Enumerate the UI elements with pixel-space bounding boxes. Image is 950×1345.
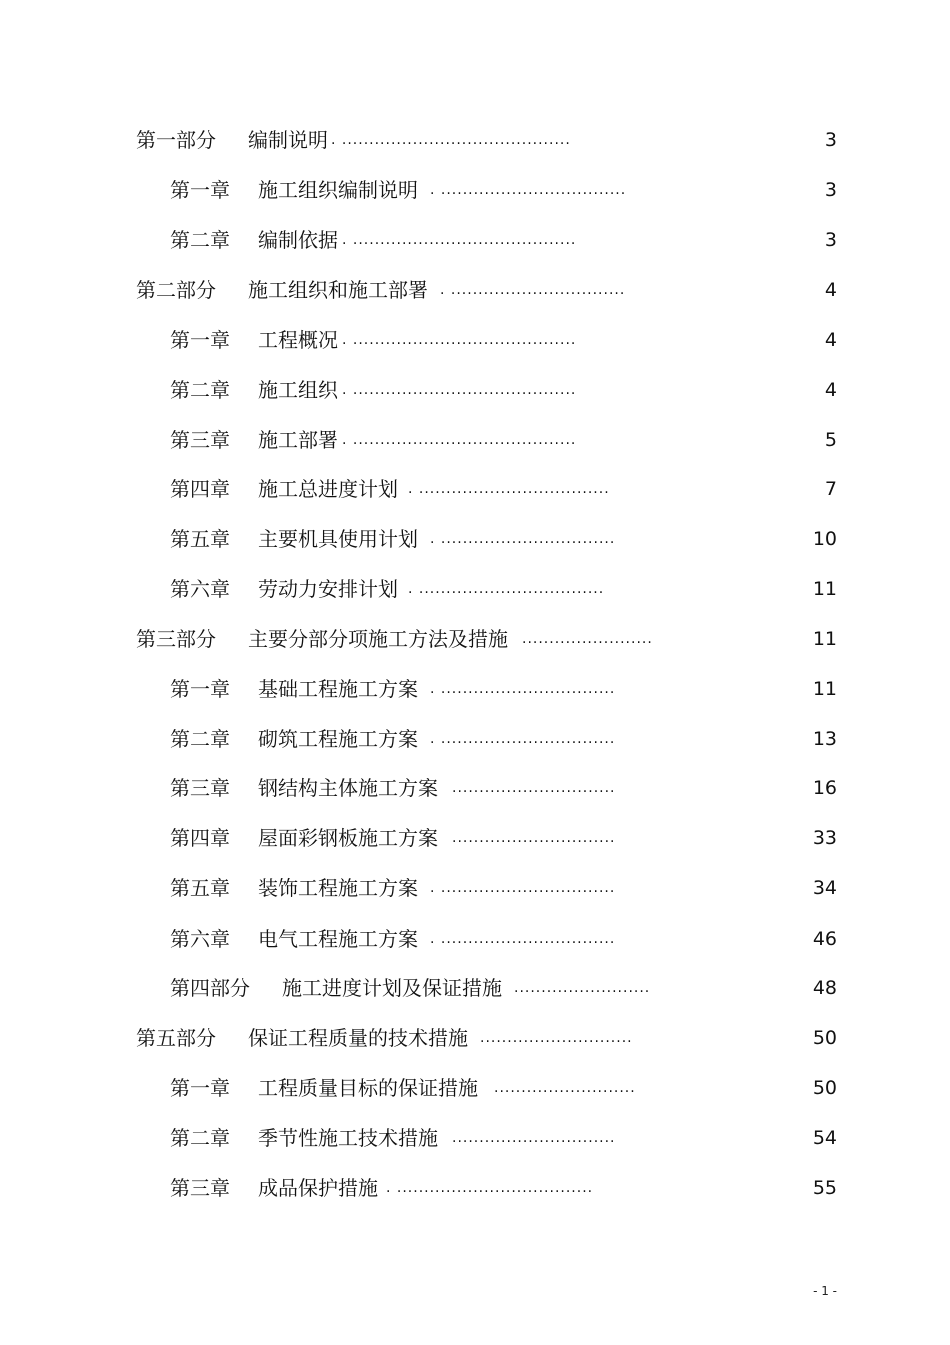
toc-entry-chapter — [0, 224, 950, 256]
toc-entry-page: 10 — [812, 528, 837, 550]
toc-entry-chapter — [0, 374, 950, 406]
toc-dot-leader: ......................... — [514, 980, 651, 996]
toc-entry-page: 50 — [812, 1077, 837, 1099]
toc-dot-leader: . ................................ — [430, 681, 616, 697]
toc-dot-leader: .............................. — [452, 780, 616, 796]
toc-entry-title: 保证工程质量的技术措施 — [248, 1026, 468, 1050]
toc-entry-label: 第三章 — [170, 776, 230, 800]
toc-entry-page: 50 — [812, 1027, 837, 1049]
toc-entry-label: 第三章 — [170, 1176, 230, 1200]
toc-entry-title: 工程概况 — [258, 328, 338, 352]
toc-entry-label: 第一章 — [170, 328, 230, 352]
toc-entry-title: 屋面彩钢板施工方案 — [258, 826, 438, 850]
toc-entry-page: 54 — [812, 1127, 837, 1149]
toc-entry-part — [0, 124, 950, 156]
toc-dot-leader: . ......................................... — [342, 232, 577, 248]
toc-entry-title: 基础工程施工方案 — [258, 677, 418, 701]
toc-entry-label: 第四章 — [170, 826, 230, 850]
toc-dot-leader: . ................................ — [430, 531, 616, 547]
toc-entry-title: 电气工程施工方案 — [258, 927, 418, 951]
toc-entry-page: 3 — [824, 229, 837, 251]
toc-entry-page: 34 — [812, 877, 837, 899]
toc-entry-part — [0, 274, 950, 306]
toc-entry-page: 11 — [812, 628, 837, 650]
toc-entry-label: 第六章 — [170, 927, 230, 951]
toc-entry-title: 施工组织 — [258, 378, 338, 402]
toc-entry-page: 11 — [812, 578, 837, 600]
toc-dot-leader: .......................... — [494, 1080, 636, 1096]
toc-entry-label: 第二章 — [170, 727, 230, 751]
toc-entry-page: 33 — [812, 827, 837, 849]
toc-dot-leader: ........................ — [522, 631, 653, 647]
toc-entry-title: 施工部署 — [258, 428, 338, 452]
toc-entry-part — [0, 972, 950, 1004]
toc-entry-page: 46 — [812, 928, 837, 950]
toc-dot-leader: . ................................ — [430, 931, 616, 947]
toc-entry-page: 3 — [824, 179, 837, 201]
toc-dot-leader: . ................................ — [440, 282, 626, 298]
toc-entry-label: 第一章 — [170, 1076, 230, 1100]
toc-entry-page: 3 — [824, 129, 837, 151]
toc-entry-chapter — [0, 324, 950, 356]
toc-entry-chapter — [0, 872, 950, 904]
toc-entry-title: 劳动力安排计划 — [258, 577, 398, 601]
toc-dot-leader: . ................................ — [430, 880, 616, 896]
toc-entry-label: 第五部分 — [136, 1026, 216, 1050]
toc-dot-leader: . .................................. — [430, 182, 627, 198]
toc-entry-title: 施工总进度计划 — [258, 477, 398, 501]
toc-entry-chapter — [0, 573, 950, 605]
toc-entry-title: 编制说明 — [248, 128, 328, 152]
toc-entry-label: 第一章 — [170, 677, 230, 701]
toc-entry-label: 第一部分 — [136, 128, 216, 152]
toc-dot-leader: . .......................................... — [331, 132, 571, 148]
toc-entry-chapter — [0, 723, 950, 755]
toc-entry-chapter — [0, 822, 950, 854]
toc-entry-chapter — [0, 424, 950, 456]
toc-entry-page: 55 — [812, 1177, 837, 1199]
toc-entry-title: 成品保护措施 — [258, 1176, 378, 1200]
toc-entry-chapter — [0, 1122, 950, 1154]
toc-entry-part — [0, 623, 950, 655]
toc-dot-leader: . ......................................... — [342, 382, 577, 398]
toc-entry-chapter — [0, 174, 950, 206]
toc-dot-leader: .............................. — [452, 830, 616, 846]
toc-entry-label: 第四部分 — [170, 976, 250, 1000]
toc-entry-title: 施工组织编制说明 — [258, 178, 418, 202]
toc-entry-chapter — [0, 473, 950, 505]
toc-entry-title: 装饰工程施工方案 — [258, 876, 418, 900]
toc-entry-title: 主要机具使用计划 — [258, 527, 418, 551]
toc-entry-part — [0, 1022, 950, 1054]
toc-entry-page: 48 — [812, 977, 837, 999]
toc-entry-label: 第五章 — [170, 527, 230, 551]
toc-entry-title: 主要分部分项施工方法及措施 — [248, 627, 508, 651]
toc-dot-leader: .............................. — [452, 1130, 616, 1146]
toc-entry-chapter — [0, 1172, 950, 1204]
page-number: - 1 - — [813, 1284, 837, 1298]
toc-entry-title: 砌筑工程施工方案 — [258, 727, 418, 751]
toc-entry-chapter — [0, 523, 950, 555]
toc-dot-leader: . ................................ — [430, 731, 616, 747]
toc-dot-leader: . .................................... — [386, 1180, 594, 1196]
toc-entry-title: 编制依据 — [258, 228, 338, 252]
toc-entry-label: 第三章 — [170, 428, 230, 452]
toc-entry-page: 5 — [824, 429, 837, 451]
toc-entry-page: 4 — [824, 279, 837, 301]
toc-dot-leader: . .................................. — [408, 581, 605, 597]
toc-entry-page: 4 — [824, 379, 837, 401]
toc-entry-title: 工程质量目标的保证措施 — [258, 1076, 478, 1100]
toc-entry-title: 施工组织和施工部署 — [248, 278, 428, 302]
toc-entry-label: 第二章 — [170, 378, 230, 402]
toc-entry-label: 第四章 — [170, 477, 230, 501]
toc-entry-label: 第二章 — [170, 228, 230, 252]
toc-entry-label: 第二章 — [170, 1126, 230, 1150]
toc-dot-leader: ............................ — [480, 1030, 633, 1046]
toc-dot-leader: . ......................................... — [342, 432, 577, 448]
toc-entry-title: 施工进度计划及保证措施 — [282, 976, 502, 1000]
toc-entry-label: 第二部分 — [136, 278, 216, 302]
toc-dot-leader: . ......................................... — [342, 332, 577, 348]
toc-entry-chapter — [0, 772, 950, 804]
toc-entry-page: 13 — [812, 728, 837, 750]
toc-entry-page: 7 — [824, 478, 837, 500]
toc-entry-chapter — [0, 673, 950, 705]
toc-entry-chapter — [0, 1072, 950, 1104]
toc-entry-title: 季节性施工技术措施 — [258, 1126, 438, 1150]
toc-entry-label: 第三部分 — [136, 627, 216, 651]
toc-entry-page: 4 — [824, 329, 837, 351]
toc-dot-leader: . ................................... — [408, 481, 610, 497]
toc-entry-label: 第一章 — [170, 178, 230, 202]
toc-entry-chapter — [0, 923, 950, 955]
toc-entry-title: 钢结构主体施工方案 — [258, 776, 438, 800]
toc-entry-label: 第六章 — [170, 577, 230, 601]
toc-entry-page: 16 — [812, 777, 837, 799]
toc-entry-label: 第五章 — [170, 876, 230, 900]
toc-entry-page: 11 — [812, 678, 837, 700]
